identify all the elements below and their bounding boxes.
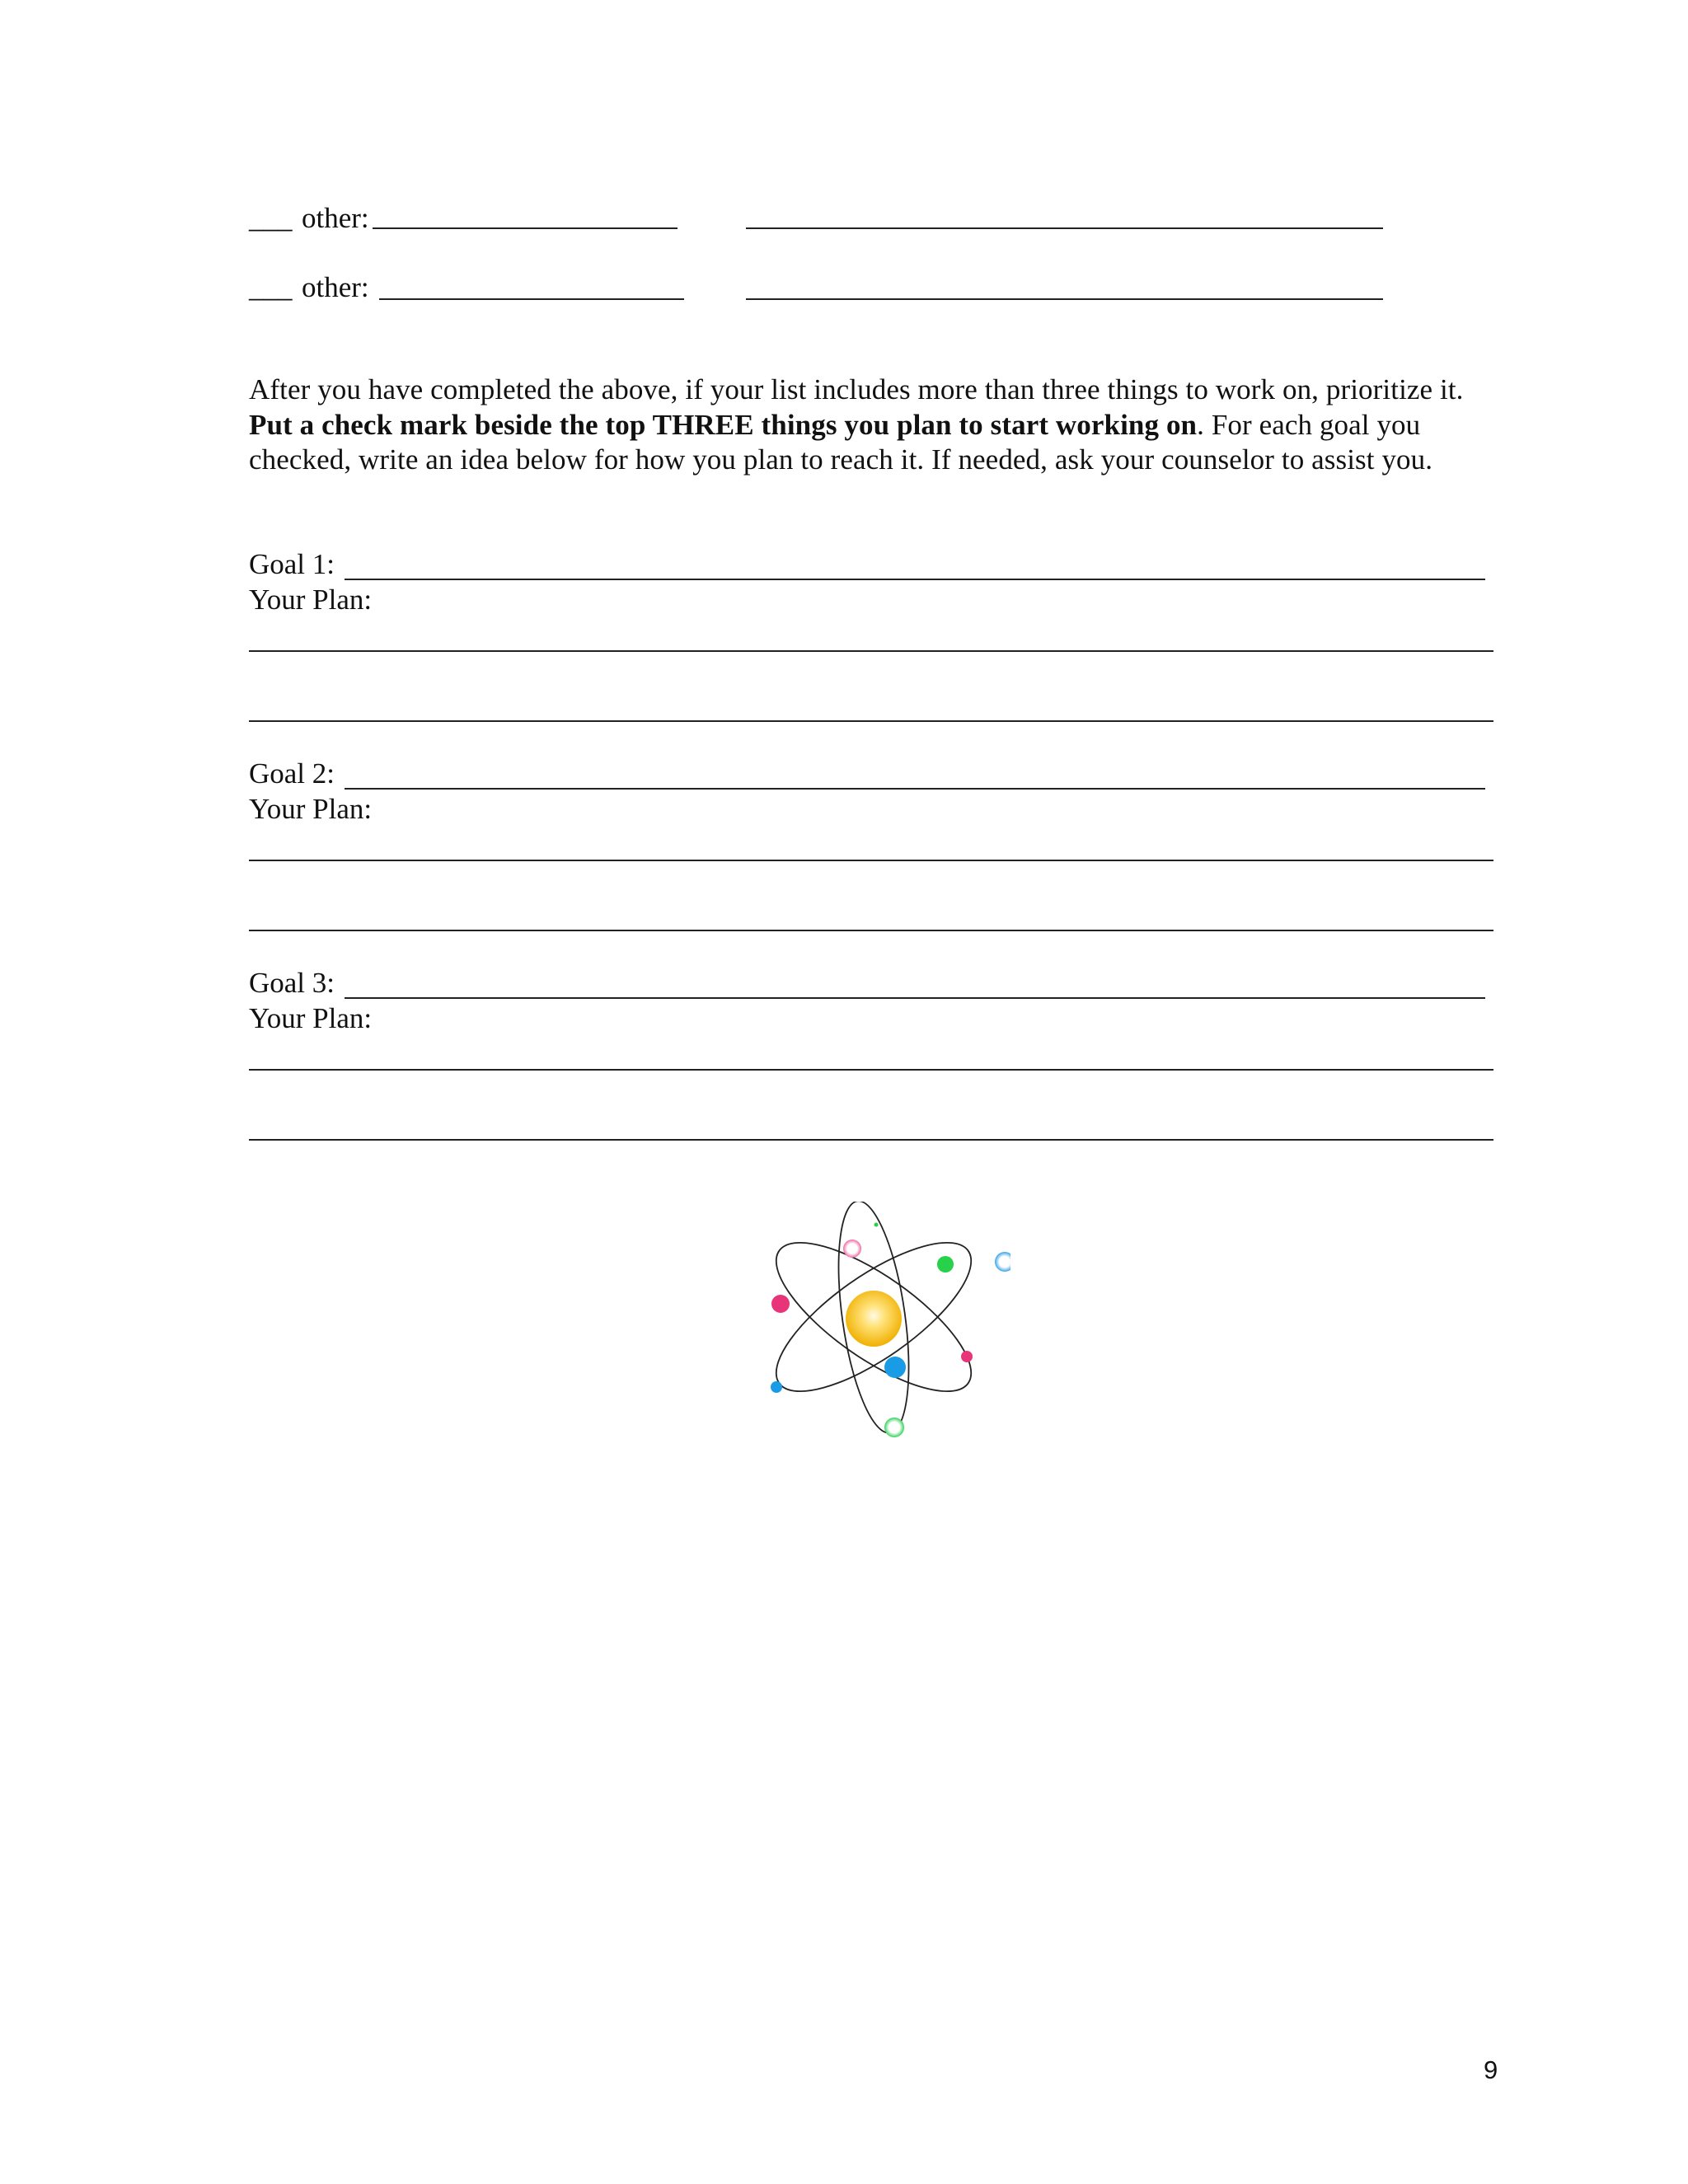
instructions-bold: Put a check mark beside the top THREE things you plan to start working on <box>249 408 1198 441</box>
goal-1-label: Goal 1: <box>249 548 335 580</box>
electron <box>771 1381 782 1393</box>
other-row-1-label: other: <box>302 202 369 234</box>
electron <box>843 1240 861 1258</box>
electron <box>874 1223 879 1227</box>
goal-3-field[interactable] <box>345 997 1485 999</box>
instructions-part1: After you have completed the above, if your list includes more than three things to work on, prioritize it. <box>249 373 1464 405</box>
goal-2-label: Goal 2: <box>249 757 335 790</box>
goal-1-field[interactable] <box>345 579 1485 580</box>
electron <box>884 1418 904 1437</box>
electron <box>937 1256 954 1272</box>
goal-1-plan-line-1[interactable] <box>249 650 1493 652</box>
nucleus <box>846 1291 902 1347</box>
other-row-1-checkblank: ___ <box>249 202 293 234</box>
goal-1-plan-line-2[interactable] <box>249 720 1493 722</box>
other-row-1-detail-field[interactable] <box>746 227 1383 229</box>
atom-icon <box>760 1202 1010 1451</box>
goal-3-plan-label: Your Plan: <box>249 1002 373 1034</box>
goal-3-plan-line-1[interactable] <box>249 1069 1493 1071</box>
goal-2-plan-line-1[interactable] <box>249 860 1493 861</box>
other-row-2-detail-field[interactable] <box>746 298 1383 300</box>
other-row-2-checkblank: ___ <box>249 271 293 303</box>
other-row-2-name-field[interactable] <box>379 298 684 300</box>
goal-2-plan-line-2[interactable] <box>249 930 1493 931</box>
electron <box>771 1295 790 1313</box>
goal-1-plan-label: Your Plan: <box>249 583 373 616</box>
goal-3-label: Goal 3: <box>249 967 335 999</box>
goal-2-field[interactable] <box>345 788 1485 790</box>
instructions-paragraph <box>249 373 1493 478</box>
electron <box>884 1357 906 1378</box>
other-row-1-name-field[interactable] <box>373 227 678 229</box>
electron <box>961 1351 973 1362</box>
other-row-2-label: other: <box>302 271 369 303</box>
instructions-part2: . For each goal you checked, write an idea below for how you plan to reach it. If needed, ask your counselor to assist you. <box>249 408 1433 476</box>
goal-2-plan-label: Your Plan: <box>249 793 373 825</box>
goal-3-plan-line-2[interactable] <box>249 1139 1493 1141</box>
page-number: 9 <box>1484 2055 1498 2084</box>
electron <box>995 1252 1010 1272</box>
